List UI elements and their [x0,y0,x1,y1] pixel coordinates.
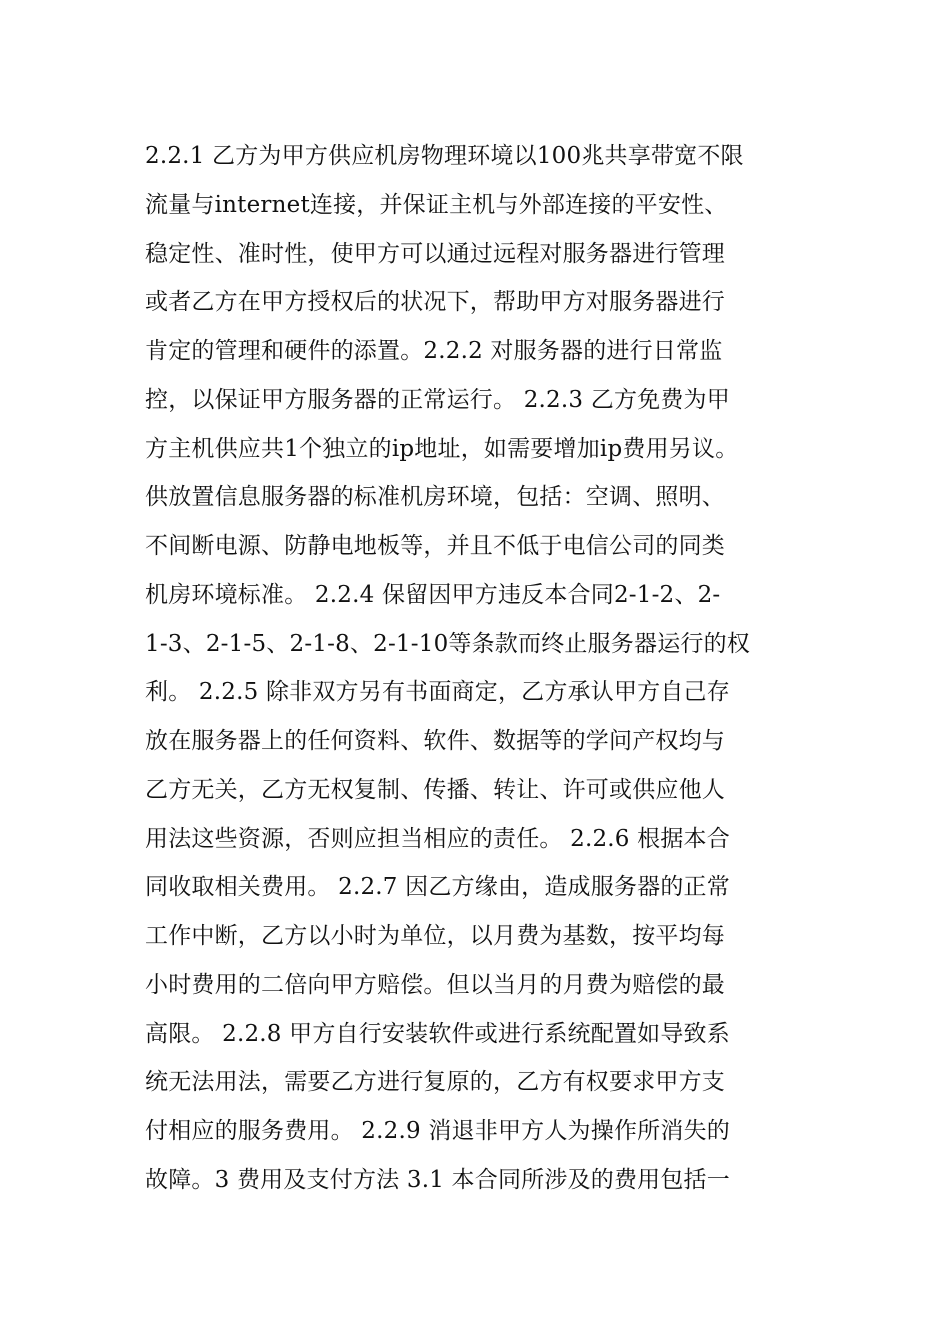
text-line: 放在服务器上的任何资料、软件、数据等的学问产权均与 [145,728,725,754]
text-line: 小时费用的二倍向甲方赔偿。但以当月的月费为赔偿的最 [145,971,725,998]
text-line: 故障。3 费用及支付方法 3.1 本合同所涉及的费用包括一 [145,1166,730,1193]
text-line: 不间断电源、防静电地板等，并且不低于电信公司的同类 [145,533,725,559]
text-line: 付相应的服务费用。 2.2.9 消退非甲方人为操作所消失的 [145,1118,730,1144]
text-line: 2.2.1 乙方为甲方供应机房物理环境以100兆共享带宽不限 [145,143,744,169]
text-line: 流量与internet连接，并保证主机与外部连接的平安性、 [145,191,728,218]
text-line: 统无法用法，需要乙方进行复原的，乙方有权要求甲方支 [145,1069,725,1096]
text-line: 高限。 2.2.8 甲方自行安装软件或进行系统配置如导致系 [145,1020,730,1047]
text-line: 或者乙方在甲方授权后的状况下，帮助甲方对服务器进行 [145,289,725,316]
text-line: 工作中断，乙方以小时为单位，以月费为基数，按平均每 [145,923,725,949]
text-line: 稳定性、准时性，使甲方可以通过远程对服务器进行管理 [145,240,725,267]
text-line: 利。 2.2.5 除非双方另有书面商定，乙方承认甲方自己存 [145,679,730,706]
text-line: 同收取相关费用。 2.2.7 因乙方缘由，造成服务器的正常 [145,874,730,901]
text-line: 乙方无关，乙方无权复制、传播、转让、许可或供应他人 [145,776,725,803]
text-line: 肯定的管理和硬件的添置。2.2.2 对服务器的进行日常监 [145,338,723,364]
text-line: 机房环境标准。 2.2.4 保留因甲方违反本合同2-1-2、2- [145,581,721,608]
text-line: 用法这些资源，否则应担当相应的责任。 2.2.6 根据本合 [145,825,730,852]
text-line: 供放置信息服务器的标准机房环境，包括：空调、照明、 [145,484,725,511]
text-line: 1-3、2-1-5、2-1-8、2-1-10等条款而终止服务器运行的权 [145,630,750,657]
contract-text [145,132,845,1205]
text-line: 控，以保证甲方服务器的正常运行。 2.2.3 乙方免费为甲 [145,386,730,413]
text-line: 方主机供应共1个独立的ip地址，如需要增加ip费用另议。 [145,435,739,462]
